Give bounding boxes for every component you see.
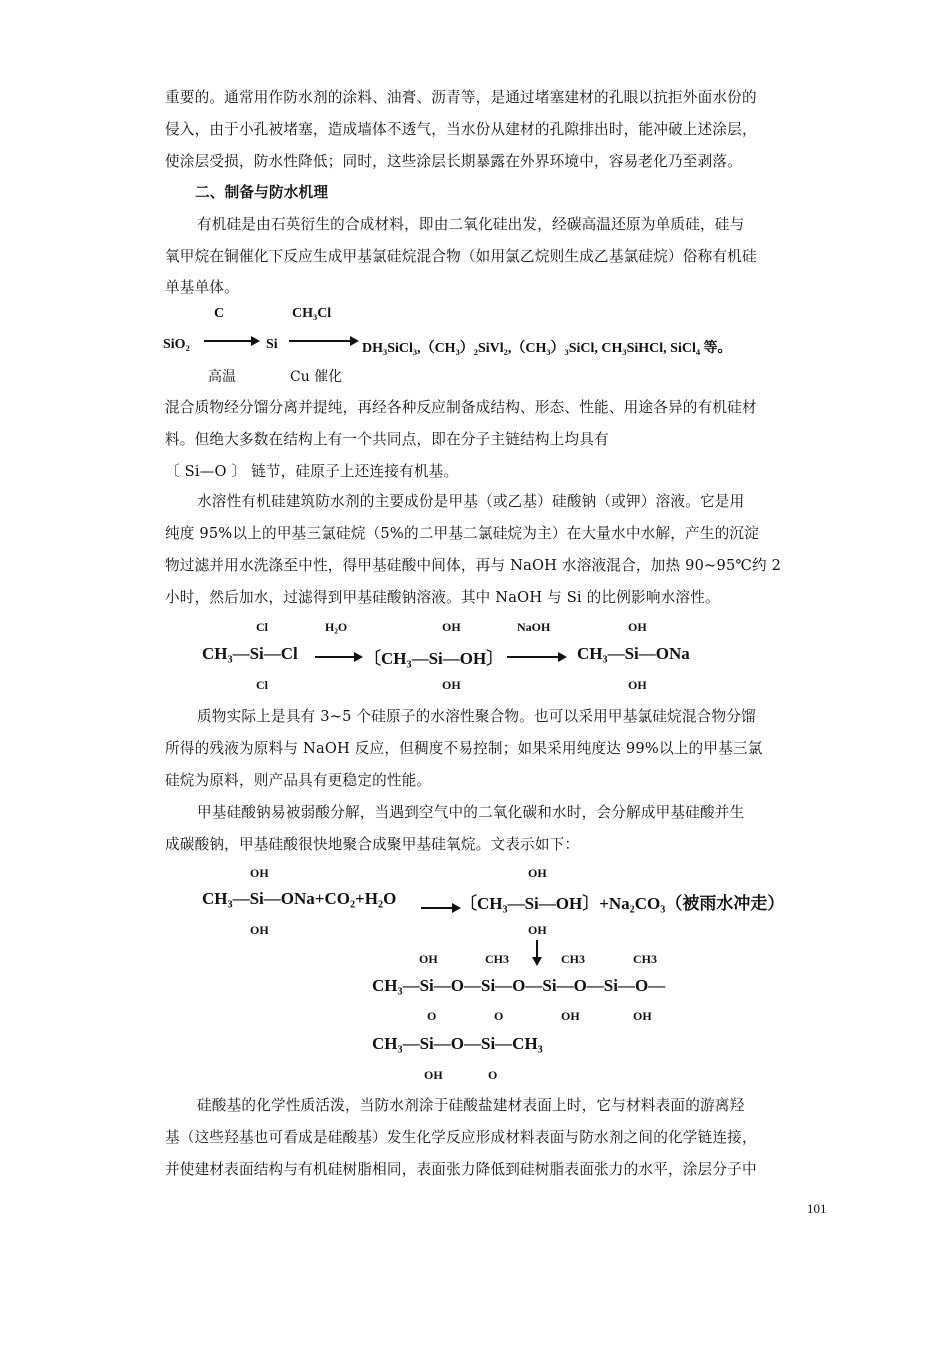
- intermediate-formula: 〔CH₃—Si—OH〕: [364, 649, 504, 668]
- paragraph-line: 甲基硅酸钠易被弱酸分解，当遇到空气中的二氧化碳和水时，会分解成甲基硅酸并生: [197, 804, 745, 821]
- condition-label: Cu 催化: [290, 369, 343, 385]
- paragraph-line: 硅烷为原料，则产品具有更稳定的性能。: [165, 772, 432, 789]
- substituent: OH: [442, 620, 461, 634]
- section-heading: 二、制备与防水机理: [195, 184, 329, 201]
- substituent: OH: [250, 866, 269, 880]
- reagent-label: H₂O: [325, 620, 348, 634]
- paragraph-line: 硅酸基的化学性质活泼，当防水剂涂于硅酸盐建材表面上时，它与材料表面的游离羟: [197, 1097, 745, 1114]
- paragraph-line: 单基单体。: [165, 279, 239, 296]
- substituent: OH: [442, 678, 461, 692]
- substituent: OH: [633, 1009, 652, 1023]
- substituent: OH: [528, 923, 547, 937]
- paragraph-line: 料。但绝大多数在结构上有一个共同点，即在分子主链结构上均具有: [165, 431, 609, 448]
- paragraph-line: 〔 Si—O 〕 链节，硅原子上还连接有机基。: [165, 463, 459, 480]
- paragraph-line: 所得的残液为原料与 NaOH 反应，但稠度不易控制；如果采用纯度达 99%以上的甲基三氯: [165, 740, 763, 757]
- paragraph-line: 氧甲烷在铜催化下反应生成甲基氯硅烷混合物（如用氯乙烷则生成乙基氯硅烷）俗称有机硅: [165, 248, 757, 265]
- substituent: OH: [250, 923, 269, 937]
- substituent: O: [427, 1009, 437, 1023]
- page-number: 101: [807, 1201, 827, 1216]
- reaction-arrow: [289, 340, 351, 342]
- paragraph-line: 小时，然后加水，过滤得到甲基硅酸钠溶液。其中 NaOH 与 Si 的比例影响水溶性。: [165, 589, 720, 606]
- polymer-chain: CH₃—Si—O—Si—CH₃: [372, 1034, 543, 1053]
- product-formula: CH₃—Si—ONa: [577, 644, 690, 663]
- substituent: OH: [561, 1009, 580, 1023]
- formula: SiO₂: [163, 337, 190, 352]
- reactant-formula: CH₃—Si—ONa+CO₂+H₂O: [202, 889, 397, 908]
- down-arrow: [536, 940, 538, 958]
- substituent: O: [488, 1068, 498, 1082]
- paragraph-line: 并使建材表面结构与有机硅树脂相同，表面张力降低到硅树脂表面张力的水平，涂层分子中: [165, 1161, 757, 1178]
- paragraph-line: 物过滤并用水洗涤至中性，得甲基硅酸中间体，再与 NaOH 水溶液混合，加热 90~95℃约 2: [165, 557, 782, 574]
- paragraph-line: 有机硅是由石英衍生的合成材料，即由二氧化硅出发，经碳高温还原为单质硅，硅与: [197, 216, 745, 233]
- reaction-arrow: [204, 340, 252, 342]
- paragraph-line: 水溶性有机硅建筑防水剂的主要成份是甲基（或乙基）硅酸钠（或钾）溶液。它是用: [197, 493, 745, 510]
- reaction-arrow: [507, 656, 559, 658]
- substituent: CH3: [485, 952, 509, 966]
- paragraph-line: 质物实际上是具有 3~5 个硅原子的水溶性聚合物。也可以采用甲基氯硅烷混合物分馏: [197, 708, 756, 725]
- reagent-label: CH₃Cl: [292, 306, 332, 321]
- substituent: Cl: [256, 678, 268, 692]
- product-formulas: DH₃SiCl₃,（CH₃）₂SiVl₂,（CH₃）₃SiCl, CH₃SiHCl, SiCl₄ 等。: [362, 341, 732, 356]
- product-formula: 〔CH₃—Si—OH〕+Na₂CO₃（被雨水冲走）: [460, 894, 785, 913]
- formula: Si: [266, 337, 278, 352]
- polymer-chain: CH₃—Si—O—Si—O—Si—O—Si—O—: [372, 976, 666, 995]
- condition-label: 高温: [208, 369, 236, 385]
- reaction-arrow: [421, 907, 453, 909]
- substituent: OH: [424, 1068, 443, 1082]
- paragraph-line: 侵入，由于小孔被堵塞，造成墙体不透气，当水份从建材的孔隙排出时，能冲破上述涂层，: [165, 121, 757, 138]
- paragraph-line: 重要的。通常用作防水剂的涂料、油膏、沥青等，是通过堵塞建材的孔眼以抗拒外面水份的: [165, 89, 757, 106]
- substituent: OH: [528, 866, 547, 880]
- substituent: CH3: [633, 952, 657, 966]
- substituent: OH: [628, 620, 647, 634]
- substituent: CH3: [561, 952, 585, 966]
- reactant-formula: CH₃—Si—Cl: [202, 644, 298, 663]
- reagent-label: C: [214, 306, 225, 321]
- paragraph-line: 成碳酸钠，甲基硅酸很快地聚合成聚甲基硅氧烷。文表示如下：: [165, 836, 580, 853]
- substituent: Cl: [256, 620, 268, 634]
- substituent: OH: [628, 678, 647, 692]
- reagent-label: NaOH: [517, 620, 551, 634]
- paragraph-line: 纯度 95%以上的甲基三氯硅烷（5%的二甲基二氯硅烷为主）在大量水中水解，产生的沉淀: [165, 525, 760, 542]
- paragraph-line: 基（这些羟基也可看成是硅酸基）发生化学反应形成材料表面与防水剂之间的化学链连接，: [165, 1129, 757, 1146]
- substituent: OH: [419, 952, 438, 966]
- paragraph-line: 混合质物经分馏分离并提纯，再经各种反应制备成结构、形态、性能、用途各异的有机硅材: [165, 399, 757, 416]
- reaction-arrow: [315, 656, 355, 658]
- substituent: O: [494, 1009, 504, 1023]
- paragraph-line: 使涂层受损，防水性降低；同时，这些涂层长期暴露在外界环境中，容易老化乃至剥落。: [165, 153, 742, 170]
